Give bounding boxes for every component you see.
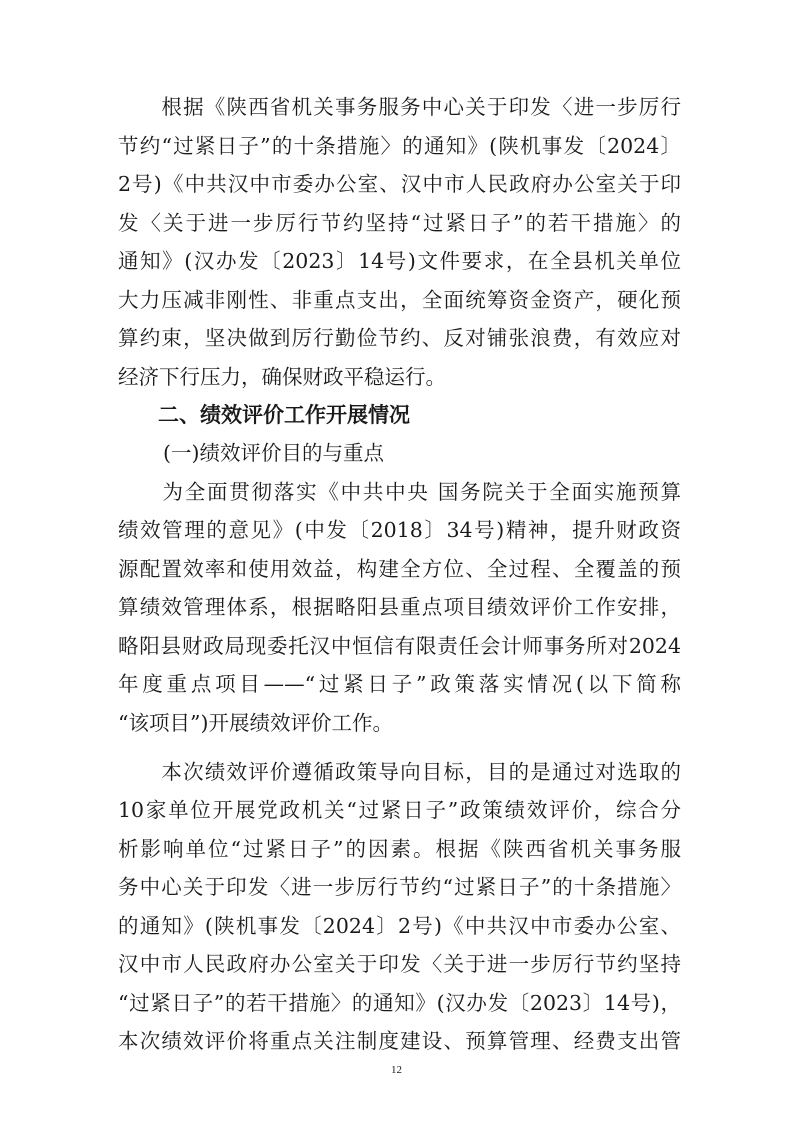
paragraph-3-line-3: 析影响单位“过紧日子”的因素。根据《陕西省机关事务服 — [118, 837, 681, 861]
paragraph-3-line-6: 汉中市人民政府办公室关于印发〈关于进一步厉行节约坚持 — [118, 952, 681, 976]
paragraph-1-line-1: 根据《陕西省机关事务服务中心关于印发〈进一步厉行 — [118, 95, 681, 119]
page-number: 12 — [391, 1064, 402, 1076]
section-heading: 二、绩效评价工作开展情况 — [158, 403, 410, 427]
paragraph-3-line-4: 务中心关于印发〈进一步厉行节约“过紧日子”的十条措施〉 — [118, 875, 681, 899]
paragraph-2-line-6: 年度重点项目——“过紧日子”政策落实情况(以下简称 — [118, 672, 681, 696]
paragraph-2-line-4: 算绩效管理体系，根据略阳县重点项目绩效评价工作安排， — [118, 595, 681, 619]
paragraph-3-line-1: 本次绩效评价遵循政策导向目标，目的是通过对选取的 — [118, 760, 681, 784]
paragraph-2-line-7: “该项目”)开展绩效评价工作。 — [118, 711, 393, 735]
paragraph-1-line-6: 大力压减非刚性、非重点支出，全面统筹资金资产，硬化预 — [118, 288, 681, 312]
paragraph-2-line-5: 略阳县财政局现委托汉中恒信有限责任会计师事务所对2024 — [118, 634, 681, 658]
paragraph-1-line-8: 经济下行压力，确保财政平稳运行。 — [118, 365, 446, 389]
subsection-heading: (一)绩效评价目的与重点 — [163, 441, 384, 465]
paragraph-1-line-4: 发〈关于进一步厉行节约坚持“过紧日子”的若干措施〉的 — [118, 211, 681, 235]
paragraph-1-line-3: 2号)《中共汉中市委办公室、汉中市人民政府办公室关于印 — [118, 172, 681, 196]
paragraph-3-line-7: “过紧日子”的若干措施〉的通知》(汉办发〔2023〕14号)， — [118, 991, 681, 1015]
paragraph-1-line-2: 节约“过紧日子”的十条措施〉的通知》(陕机事发〔2024〕 — [118, 134, 681, 158]
paragraph-1-line-7: 算约束，坚决做到厉行勤俭节约、反对铺张浪费，有效应对 — [118, 326, 681, 350]
paragraph-3-line-5: 的通知》(陕机事发〔2024〕2号)《中共汉中市委办公室、 — [118, 914, 681, 938]
paragraph-2-line-2: 绩效管理的意见》(中发〔2018〕34号)精神，提升财政资 — [118, 518, 681, 542]
paragraph-3-line-8: 本次绩效评价将重点关注制度建设、预算管理、经费支出管 — [118, 1029, 681, 1053]
paragraph-2-line-1: 为全面贯彻落实《中共中央 国务院关于全面实施预算 — [118, 480, 681, 504]
paragraph-1-line-5: 通知》(汉办发〔2023〕14号)文件要求，在全县机关单位 — [118, 249, 681, 273]
paragraph-3-line-2: 10家单位开展党政机关“过紧日子”政策绩效评价，综合分 — [118, 798, 681, 822]
paragraph-2-line-3: 源配置效率和使用效益，构建全方位、全过程、全覆盖的预 — [118, 557, 681, 581]
